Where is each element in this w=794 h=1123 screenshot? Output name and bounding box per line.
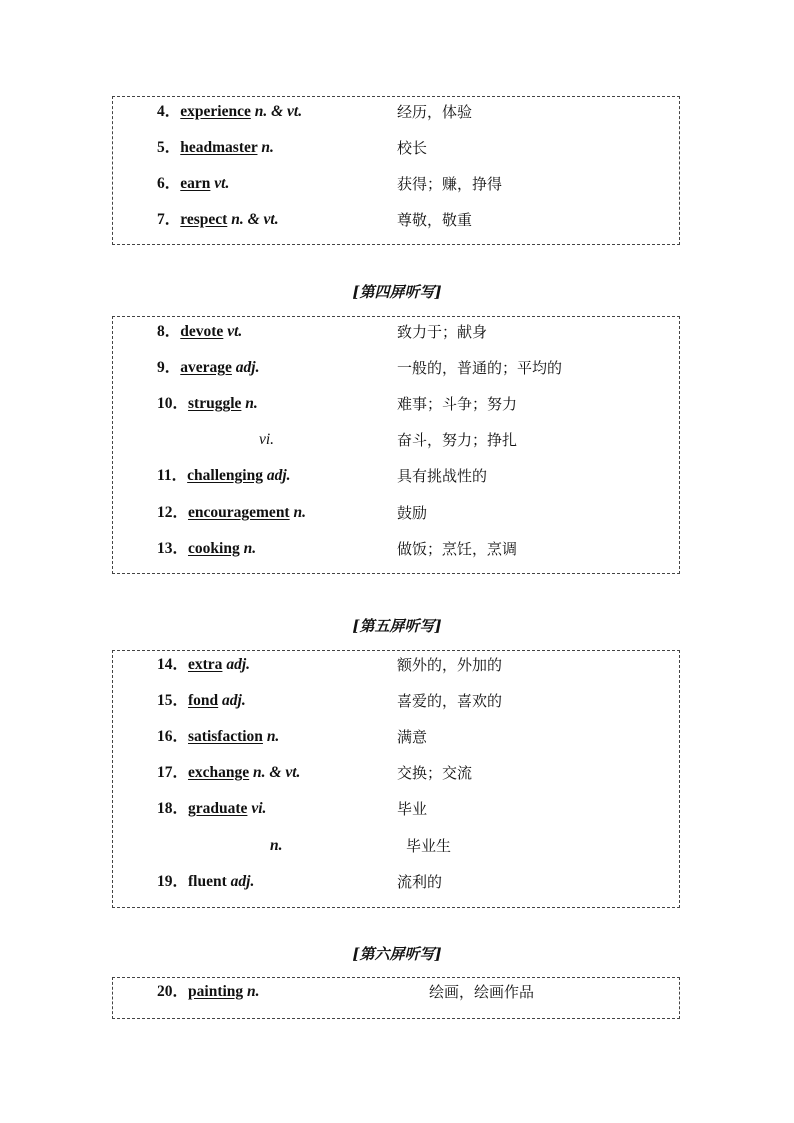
part-of-speech: vi. <box>251 800 267 817</box>
vocab-entry <box>157 501 306 525</box>
vocab-word: challenging <box>187 467 263 484</box>
part-of-speech: n. <box>270 837 283 854</box>
vocab-entry <box>270 834 283 858</box>
vocab-entry <box>157 356 259 380</box>
vocab-word: extra <box>188 656 223 673</box>
part-of-speech: n. <box>245 395 258 412</box>
chinese-meaning: 致力于；献身 <box>397 323 488 341</box>
part-of-speech: adj. <box>222 692 246 709</box>
section-heading: [第六屏听写] <box>352 945 442 963</box>
item-number: 18． <box>157 800 189 817</box>
chinese-meaning: 经历，体验 <box>397 103 473 121</box>
chinese-meaning: 校长 <box>397 139 428 157</box>
part-of-speech: adj. <box>226 656 250 673</box>
item-number: 7． <box>157 211 181 228</box>
item-number: 5． <box>157 139 181 156</box>
chinese-meaning: 喜爱的，喜欢的 <box>397 692 503 710</box>
vocab-entry <box>157 320 242 344</box>
vocab-word: fluent <box>188 873 227 890</box>
item-number: 4． <box>157 103 181 120</box>
vocab-row <box>113 320 679 344</box>
vocab-box-1 <box>112 96 680 245</box>
vocab-row <box>113 870 679 894</box>
item-number: 15． <box>157 692 189 709</box>
item-number: 16． <box>157 728 189 745</box>
vocab-entry <box>157 725 279 749</box>
vocab-row <box>113 537 679 561</box>
part-of-speech: n. <box>261 139 274 156</box>
vocab-box-3 <box>112 650 680 908</box>
chinese-meaning: 满意 <box>397 728 428 746</box>
part-of-speech: n. & vt. <box>254 103 303 120</box>
part-of-speech: vt. <box>214 175 230 192</box>
vocab-row <box>113 208 679 232</box>
vocab-word: devote <box>180 323 224 340</box>
vocab-word: earn <box>180 175 211 192</box>
vocab-row <box>113 392 679 416</box>
vocab-entry <box>157 797 266 821</box>
vocab-word: satisfaction <box>188 728 263 745</box>
chinese-meaning: 具有挑战性的 <box>397 467 488 485</box>
vocab-row <box>113 428 679 452</box>
vocab-word: exchange <box>188 764 250 781</box>
vocab-word: experience <box>180 103 251 120</box>
vocab-row <box>113 834 679 858</box>
vocab-entry <box>157 980 260 1004</box>
vocab-entry <box>157 392 258 416</box>
item-number: 10． <box>157 395 189 412</box>
chinese-meaning: 难事；斗争；努力 <box>397 395 518 413</box>
vocab-entry <box>157 761 300 785</box>
part-of-speech: n. & vt. <box>231 211 279 228</box>
section-heading: [第五屏听写] <box>352 617 442 635</box>
vocab-word: respect <box>180 211 228 228</box>
vocab-entry <box>157 136 274 160</box>
item-number: 20． <box>157 983 189 1000</box>
vocab-row <box>113 136 679 160</box>
item-number: 17． <box>157 764 189 781</box>
chinese-meaning: 流利的 <box>397 873 443 891</box>
item-number: 11． <box>157 467 188 484</box>
vocab-box-2 <box>112 316 680 574</box>
part-of-speech: adj. <box>235 359 260 376</box>
vocab-word: average <box>180 359 232 376</box>
vocab-entry <box>157 689 246 713</box>
vocab-entry <box>157 537 256 561</box>
chinese-meaning: 奋斗，努力；挣扎 <box>397 431 518 449</box>
item-number: 6． <box>157 175 181 192</box>
vocab-row <box>113 100 679 124</box>
vocab-word: fond <box>188 692 219 709</box>
chinese-meaning: 获得；赚，挣得 <box>397 175 503 193</box>
vocab-row <box>113 464 679 488</box>
chinese-meaning: 鼓励 <box>397 504 428 522</box>
vocab-row <box>113 689 679 713</box>
part-of-speech: adj. <box>266 467 291 484</box>
section-heading: [第四屏听写] <box>352 283 442 301</box>
part-of-speech: vt. <box>227 323 243 340</box>
vocab-entry <box>259 428 274 452</box>
vocab-row <box>113 725 679 749</box>
vocab-row <box>113 356 679 380</box>
vocab-word: headmaster <box>180 139 258 156</box>
chinese-meaning: 做饭；烹饪，烹调 <box>397 540 518 558</box>
item-number: 12． <box>157 504 189 521</box>
vocab-entry <box>157 870 254 894</box>
item-number: 13． <box>157 540 189 557</box>
chinese-meaning: 额外的，外加的 <box>397 656 503 674</box>
vocab-row <box>113 501 679 525</box>
part-of-speech: vi. <box>259 431 275 448</box>
vocab-entry <box>157 208 279 232</box>
vocab-row <box>113 761 679 785</box>
vocab-row <box>113 653 679 677</box>
part-of-speech: n. <box>247 983 260 1000</box>
chinese-meaning: 绘画，绘画作品 <box>429 983 535 1001</box>
vocab-word: painting <box>188 983 244 1000</box>
chinese-meaning: 毕业 <box>397 800 428 818</box>
item-number: 14． <box>157 656 189 673</box>
vocab-box-4 <box>112 977 680 1019</box>
part-of-speech: n. <box>243 540 257 557</box>
item-number: 8． <box>157 323 181 340</box>
item-number: 19． <box>157 873 189 890</box>
chinese-meaning: 尊敬，敬重 <box>397 211 473 229</box>
vocab-row <box>113 980 679 1004</box>
vocab-row <box>113 797 679 821</box>
vocab-row <box>113 172 679 196</box>
chinese-meaning: 一般的，普通的；平均的 <box>397 359 563 377</box>
vocab-entry <box>157 100 302 124</box>
part-of-speech: n. <box>293 504 306 521</box>
part-of-speech: n. & vt. <box>253 764 301 781</box>
vocab-entry <box>157 464 291 488</box>
vocab-entry <box>157 653 250 677</box>
part-of-speech: adj. <box>230 873 255 890</box>
vocab-word: graduate <box>188 800 248 817</box>
vocab-word: cooking <box>188 540 240 557</box>
item-number: 9． <box>157 359 181 376</box>
chinese-meaning: 毕业生 <box>406 837 452 855</box>
part-of-speech: n. <box>266 728 280 745</box>
vocab-word: encouragement <box>188 504 290 521</box>
vocab-word: struggle <box>188 395 242 412</box>
vocab-entry <box>157 172 229 196</box>
chinese-meaning: 交换；交流 <box>397 764 473 782</box>
